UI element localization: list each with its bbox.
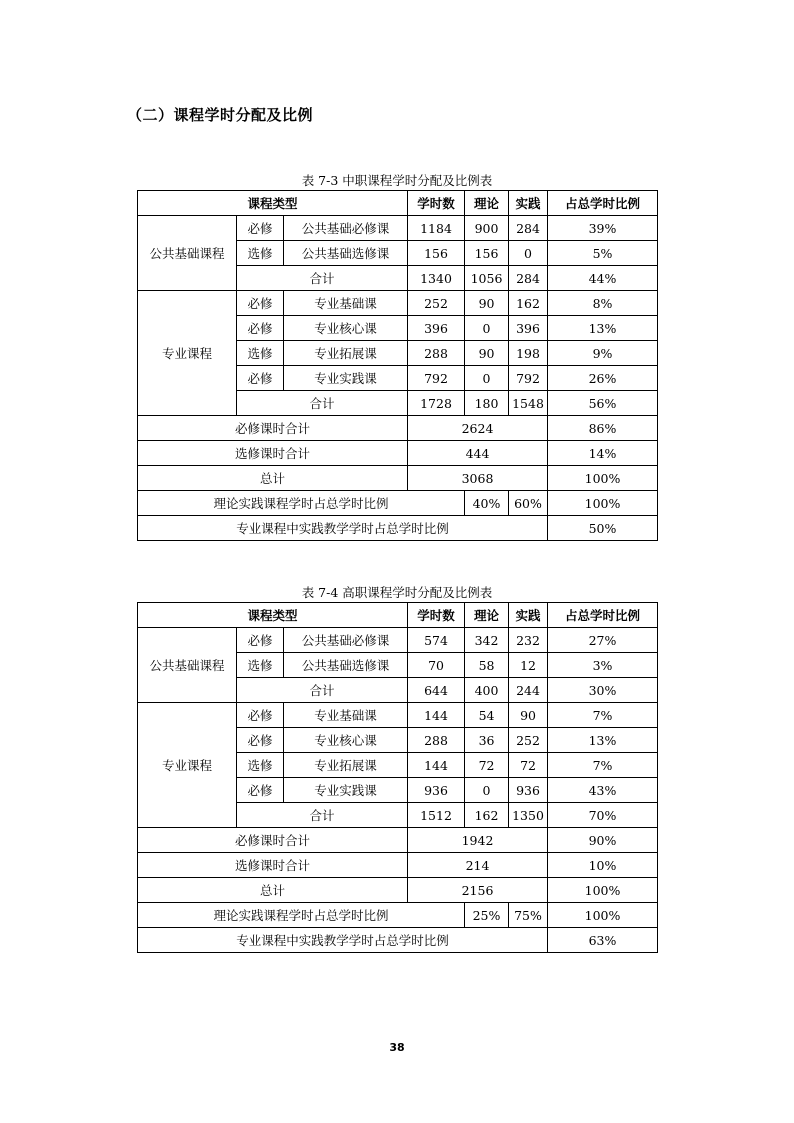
- ratio-cell: 100%: [548, 466, 658, 491]
- ratio-cell: 100%: [548, 903, 658, 928]
- course-name: 专业拓展课: [284, 341, 408, 366]
- elective-total-row: [138, 853, 658, 878]
- header-hours: 学时数: [408, 603, 465, 628]
- theory-cell: 156: [465, 241, 509, 266]
- requirement-label: 选修: [237, 341, 284, 366]
- tp-ratio-label: 理论实践课程学时占总学时比例: [138, 903, 465, 928]
- caption-number: 表 7-4: [301, 585, 339, 600]
- theory-cell: 54: [465, 703, 509, 728]
- prof-practice-ratio-label: 专业课程中实践教学学时占总学时比例: [138, 516, 548, 541]
- subtotal-label: 合计: [237, 803, 408, 828]
- theory-cell: 90: [465, 341, 509, 366]
- practice-cell: 1548: [509, 391, 548, 416]
- hours-cell: 288: [408, 728, 465, 753]
- subtotal-label: 合计: [237, 266, 408, 291]
- elective-total-label: 选修课时合计: [138, 853, 408, 878]
- table-caption-7-4: [137, 583, 657, 601]
- practice-cell: 60%: [509, 491, 548, 516]
- theory-cell: 0: [465, 778, 509, 803]
- hours-cell: 70: [408, 653, 465, 678]
- ratio-cell: 30%: [548, 678, 658, 703]
- required-total-label: 必修课时合计: [138, 416, 408, 441]
- practice-cell: 162: [509, 291, 548, 316]
- hours-cell: 144: [408, 753, 465, 778]
- course-name: 专业拓展课: [284, 753, 408, 778]
- ratio-cell: 43%: [548, 778, 658, 803]
- course-name: 专业核心课: [284, 316, 408, 341]
- header-theory: 理论: [465, 603, 509, 628]
- prof-practice-ratio-row: [138, 516, 658, 541]
- hours-cell: 396: [408, 316, 465, 341]
- hours-cell: 574: [408, 628, 465, 653]
- subtotal-label: 合计: [237, 391, 408, 416]
- practice-cell: 936: [509, 778, 548, 803]
- theory-cell: 0: [465, 316, 509, 341]
- header-row: [138, 603, 658, 628]
- theory-cell: 180: [465, 391, 509, 416]
- practice-cell: 396: [509, 316, 548, 341]
- grand-total-row: [138, 878, 658, 903]
- theory-cell: 900: [465, 216, 509, 241]
- ratio-cell: 50%: [548, 516, 658, 541]
- hours-cell: 156: [408, 241, 465, 266]
- course-name: 专业实践课: [284, 778, 408, 803]
- theory-cell: 400: [465, 678, 509, 703]
- course-name: 公共基础必修课: [284, 216, 408, 241]
- hours-cell: 2156: [408, 878, 548, 903]
- practice-cell: 90: [509, 703, 548, 728]
- practice-cell: 252: [509, 728, 548, 753]
- ratio-cell: 10%: [548, 853, 658, 878]
- ratio-cell: 7%: [548, 703, 658, 728]
- hours-cell: 1942: [408, 828, 548, 853]
- practice-cell: 244: [509, 678, 548, 703]
- prof-practice-ratio-label: 专业课程中实践教学学时占总学时比例: [138, 928, 548, 953]
- theory-cell: 36: [465, 728, 509, 753]
- theory-cell: 72: [465, 753, 509, 778]
- hours-cell: 2624: [408, 416, 548, 441]
- header-practice: 实践: [509, 191, 548, 216]
- header-course-type: 课程类型: [138, 603, 408, 628]
- theory-cell: 90: [465, 291, 509, 316]
- required-total-label: 必修课时合计: [138, 828, 408, 853]
- professional-course-group: 专业课程: [138, 291, 237, 416]
- hours-cell: 936: [408, 778, 465, 803]
- header-row: [138, 191, 658, 216]
- header-hours: 学时数: [408, 191, 465, 216]
- page-number: 38: [389, 1041, 405, 1054]
- elective-total-row: [138, 441, 658, 466]
- theory-practice-ratio-row: [138, 903, 658, 928]
- elective-total-label: 选修课时合计: [138, 441, 408, 466]
- ratio-cell: 9%: [548, 341, 658, 366]
- hours-cell: 1512: [408, 803, 465, 828]
- hours-cell: 3068: [408, 466, 548, 491]
- hours-cell: 644: [408, 678, 465, 703]
- ratio-cell: 44%: [548, 266, 658, 291]
- ratio-cell: 13%: [548, 728, 658, 753]
- public-course-group: 公共基础课程: [138, 628, 237, 703]
- caption-text: 高职课程学时分配及比例表: [342, 585, 493, 600]
- section-title: （二）课程学时分配及比例: [127, 106, 314, 124]
- grand-total-label: 总计: [138, 466, 408, 491]
- header-ratio: 占总学时比例: [548, 603, 658, 628]
- practice-cell: 792: [509, 366, 548, 391]
- table-row: [138, 291, 658, 316]
- practice-cell: 284: [509, 266, 548, 291]
- course-name: 专业基础课: [284, 703, 408, 728]
- ratio-cell: 3%: [548, 653, 658, 678]
- table-row: [138, 703, 658, 728]
- table-row: [138, 628, 658, 653]
- ratio-cell: 100%: [548, 491, 658, 516]
- table-7-4: [137, 602, 658, 953]
- theory-cell: 58: [465, 653, 509, 678]
- course-name: 公共基础必修课: [284, 628, 408, 653]
- table-caption-7-3: [137, 171, 657, 189]
- practice-cell: 75%: [509, 903, 548, 928]
- practice-cell: 1350: [509, 803, 548, 828]
- required-total-row: [138, 828, 658, 853]
- hours-cell: 1184: [408, 216, 465, 241]
- requirement-label: 必修: [237, 728, 284, 753]
- practice-cell: 72: [509, 753, 548, 778]
- hours-cell: 144: [408, 703, 465, 728]
- ratio-cell: 26%: [548, 366, 658, 391]
- practice-cell: 284: [509, 216, 548, 241]
- theory-cell: 40%: [465, 491, 509, 516]
- ratio-cell: 13%: [548, 316, 658, 341]
- ratio-cell: 86%: [548, 416, 658, 441]
- elective-label: 选修: [237, 653, 284, 678]
- practice-cell: 232: [509, 628, 548, 653]
- grand-total-row: [138, 466, 658, 491]
- course-name: 公共基础选修课: [284, 653, 408, 678]
- requirement-label: 必修: [237, 703, 284, 728]
- header-theory: 理论: [465, 191, 509, 216]
- required-total-row: [138, 416, 658, 441]
- hours-cell: 792: [408, 366, 465, 391]
- practice-cell: 12: [509, 653, 548, 678]
- ratio-cell: 27%: [548, 628, 658, 653]
- grand-total-label: 总计: [138, 878, 408, 903]
- hours-cell: 252: [408, 291, 465, 316]
- theory-cell: 1056: [465, 266, 509, 291]
- ratio-cell: 100%: [548, 878, 658, 903]
- ratio-cell: 90%: [548, 828, 658, 853]
- course-name: 公共基础选修课: [284, 241, 408, 266]
- table-row: [138, 216, 658, 241]
- ratio-cell: 63%: [548, 928, 658, 953]
- course-name: 专业实践课: [284, 366, 408, 391]
- requirement-label: 必修: [237, 366, 284, 391]
- practice-cell: 0: [509, 241, 548, 266]
- prof-practice-ratio-row: [138, 928, 658, 953]
- course-name: 专业基础课: [284, 291, 408, 316]
- hours-cell: 444: [408, 441, 548, 466]
- header-course-type: 课程类型: [138, 191, 408, 216]
- hours-cell: 1340: [408, 266, 465, 291]
- professional-course-group: 专业课程: [138, 703, 237, 828]
- subtotal-label: 合计: [237, 678, 408, 703]
- theory-cell: 0: [465, 366, 509, 391]
- ratio-cell: 5%: [548, 241, 658, 266]
- elective-label: 选修: [237, 241, 284, 266]
- theory-cell: 162: [465, 803, 509, 828]
- ratio-cell: 8%: [548, 291, 658, 316]
- required-label: 必修: [237, 216, 284, 241]
- required-label: 必修: [237, 628, 284, 653]
- caption-text: 中职课程学时分配及比例表: [342, 173, 493, 188]
- requirement-label: 选修: [237, 753, 284, 778]
- ratio-cell: 14%: [548, 441, 658, 466]
- public-course-group: 公共基础课程: [138, 216, 237, 291]
- table-7-3: [137, 190, 658, 541]
- ratio-cell: 70%: [548, 803, 658, 828]
- requirement-label: 必修: [237, 778, 284, 803]
- hours-cell: 214: [408, 853, 548, 878]
- header-ratio: 占总学时比例: [548, 191, 658, 216]
- requirement-label: 必修: [237, 291, 284, 316]
- requirement-label: 必修: [237, 316, 284, 341]
- ratio-cell: 39%: [548, 216, 658, 241]
- header-practice: 实践: [509, 603, 548, 628]
- practice-cell: 198: [509, 341, 548, 366]
- caption-number: 表 7-3: [301, 173, 339, 188]
- theory-cell: 342: [465, 628, 509, 653]
- ratio-cell: 56%: [548, 391, 658, 416]
- tp-ratio-label: 理论实践课程学时占总学时比例: [138, 491, 465, 516]
- ratio-cell: 7%: [548, 753, 658, 778]
- hours-cell: 1728: [408, 391, 465, 416]
- theory-practice-ratio-row: [138, 491, 658, 516]
- course-name: 专业核心课: [284, 728, 408, 753]
- hours-cell: 288: [408, 341, 465, 366]
- theory-cell: 25%: [465, 903, 509, 928]
